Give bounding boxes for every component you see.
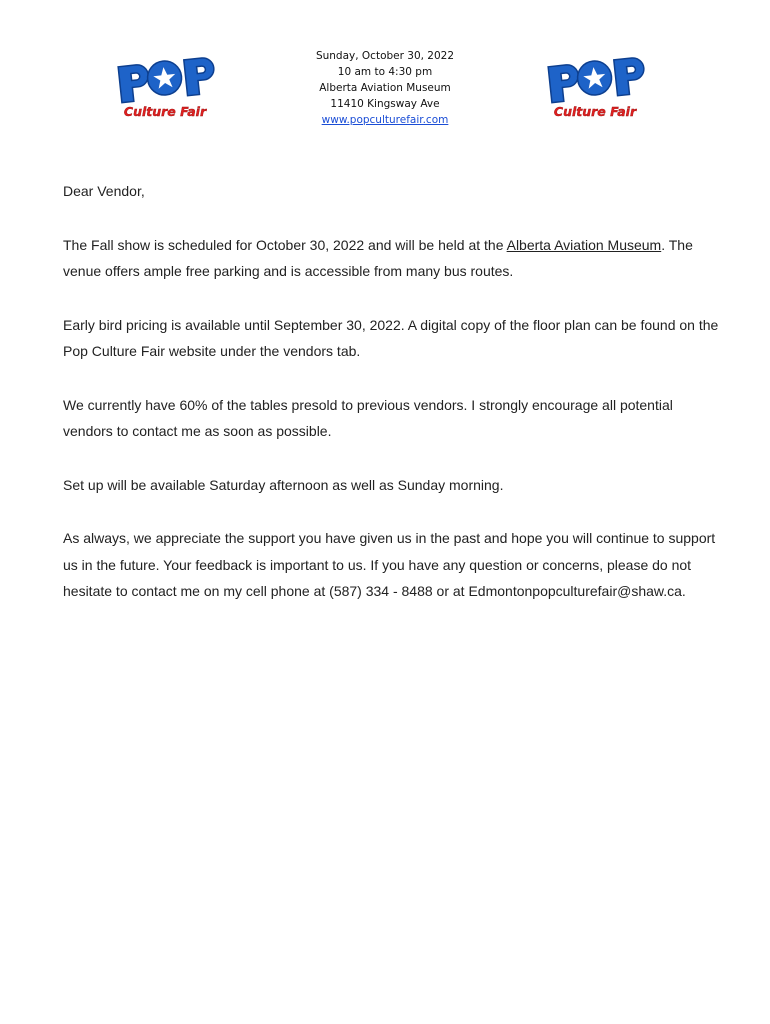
event-date: Sunday, October 30, 2022 <box>315 50 455 62</box>
event-time: 10 am to 4:30 pm <box>337 66 433 78</box>
pop-culture-fair-logo-left <box>110 52 220 122</box>
paragraph-venue-text-before: The Fall show is scheduled for October 30, 2022 and will be held at the <box>63 236 507 253</box>
paragraph-contact: As always, we appreciate the support you have given us in the past and hope you will continue to support us in the future. Your feedback is important to us. If you have any question or concerns, please do not hesitate to contact me on my cell phone at (587) 334 - 8488 or at Edmontonpopculturefair@shaw.ca. <box>63 530 716 599</box>
svg-text:Culture Fair: Culture Fair <box>553 104 637 119</box>
paragraph-tables: We currently have 60% of the tables presold to previous vendors. I strongly encourage all potential vendors to contact me as soon as possible. <box>63 396 673 439</box>
event-address: 11410 Kingsway Ave <box>330 98 440 110</box>
paragraph-venue <box>63 232 723 285</box>
svg-text:Culture Fair: Culture Fair <box>123 104 207 119</box>
venue-link[interactable]: Alberta Aviation Museum <box>506 236 662 253</box>
event-info <box>285 48 485 128</box>
event-venue: Alberta Aviation Museum <box>319 82 451 94</box>
pop-culture-fair-logo-right <box>540 52 650 122</box>
paragraph-venue-text-after: . The venue offers ample free parking and is accessible from many bus routes. <box>63 236 693 279</box>
pop-culture-fair-logo-icon <box>110 52 220 122</box>
letter-body <box>63 178 723 632</box>
website-link[interactable]: www.popculturefair.com <box>321 114 449 126</box>
pop-culture-fair-logo-icon <box>540 52 650 122</box>
greeting: Dear Vendor, <box>63 183 145 199</box>
paragraph-setup: Set up will be available Saturday afternoon as well as Sunday morning. <box>63 476 504 493</box>
paragraph-pricing: Early bird pricing is available until September 30, 2022. A digital copy of the floor plan can be found on the Pop Culture Fair website under the vendors tab. <box>63 316 719 359</box>
